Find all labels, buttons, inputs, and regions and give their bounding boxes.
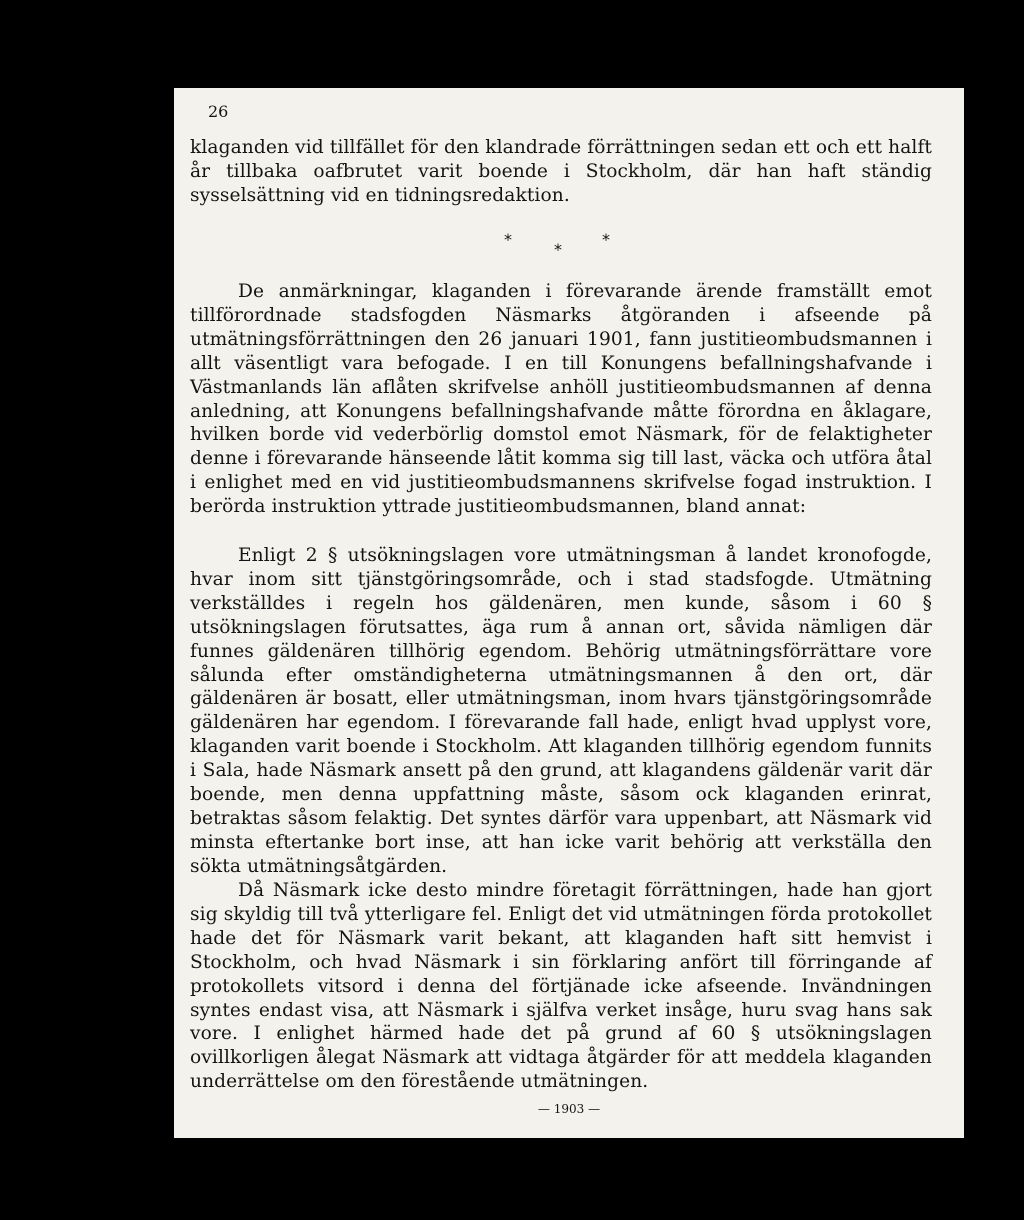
- page-footer: — 1903 —: [537, 1102, 601, 1116]
- paragraph-4: Då Näsmark icke desto mindre företagit förrättningen, hade han gjort sig skyldig till två ytterligare fel. Enligt det vid utmätningen förda protokollet hade det för Näsmark varit bekant, att klaganden haft sitt hemvist i Stockholm, och hvad Näsmark i sin förklaring anfört till förringande af protokollets vitsord i denna del förtjänade icke afseende. Invändningen syntes endast visa, att Näsmark i själfva verket insåge, huru svag hans sak vore. I enlighet härmed hade det på grund af 60 § utsökningslagen ovillkorligen ålegat Näsmark att vidtaga åtgärder för att meddela klaganden underrättelse om den förestående utmätningen.: [190, 880, 932, 1093]
- section-break-star: *: [504, 230, 512, 249]
- page-number: 26: [208, 102, 229, 121]
- paragraph-1: klaganden vid tillfället för den klandrade förrättningen sedan ett och ett halft år tillbaka oafbrutet varit boende i Stockholm, där han haft ständig sysselsättning vid en tidningsredaktion.: [190, 137, 932, 206]
- section-break-star: *: [602, 230, 610, 249]
- section-break: [504, 230, 614, 270]
- paragraph-3: Enligt 2 § utsökningslagen vore utmätningsman å landet kronofogde, hvar inom sitt tjänstgöringsområde, och i stad stadsfogde. Utmätning verkställdes i regeln hos gäldenären, men kunde, såsom i 60 § utsökningslagen förutsattes, äga rum å annan ort, såvida nämligen där funnes gäldenären tillhörig egendom. Behörig utmätningsförrättare vore sålunda efter omständigheterna utmätningsmannen å den ort, där gäldenären är bosatt, eller utmätningsman, inom hvars tjänstgöringsområde gäldenären har egendom. I förevarande fall hade, enligt hvad upplyst vore, klaganden varit boende i Stockholm. Att klaganden tillhörig egendom funnits i Sala, hade Näsmark ansett på den grund, att klagandens gäldenär varit där boende, men denna uppfattning måste, såsom ock klaganden erinrat, betraktas såsom felaktig. Det syntes därför vara uppenbart, att Näsmark vid minsta eftertanke bort inse, att han icke varit behörig att verkställa den sökta utmätningsåtgärden.: [190, 545, 932, 877]
- section-break-star: *: [554, 240, 562, 259]
- document-page: [174, 88, 964, 1138]
- paragraph-2: De anmärkningar, klaganden i förevarande ärende framställt emot tillförordnade stadsfogden Näsmarks åtgöranden i afseende på utmätningsförrättningen den 26 januari 1901, fann justitieombudsmannen i allt väsentligt vara befogade. I en till Konungens befallningshafvande i Västmanlands län aflåten skrifvelse anhöll justitieombudsmannen af denna anledning, att Konungens befallningshafvande måtte förordna en åklagare, hvilken borde vid vederbörlig domstol emot Näsmark, för de felaktigheter denne i förevarande hänseende låtit komma sig till last, väcka och utföra åtal i enlighet med en vid justitieombudsmannens skrifvelse fogad instruktion. I berörda instruktion yttrade justitieombudsmannen, bland annat:: [190, 281, 932, 518]
